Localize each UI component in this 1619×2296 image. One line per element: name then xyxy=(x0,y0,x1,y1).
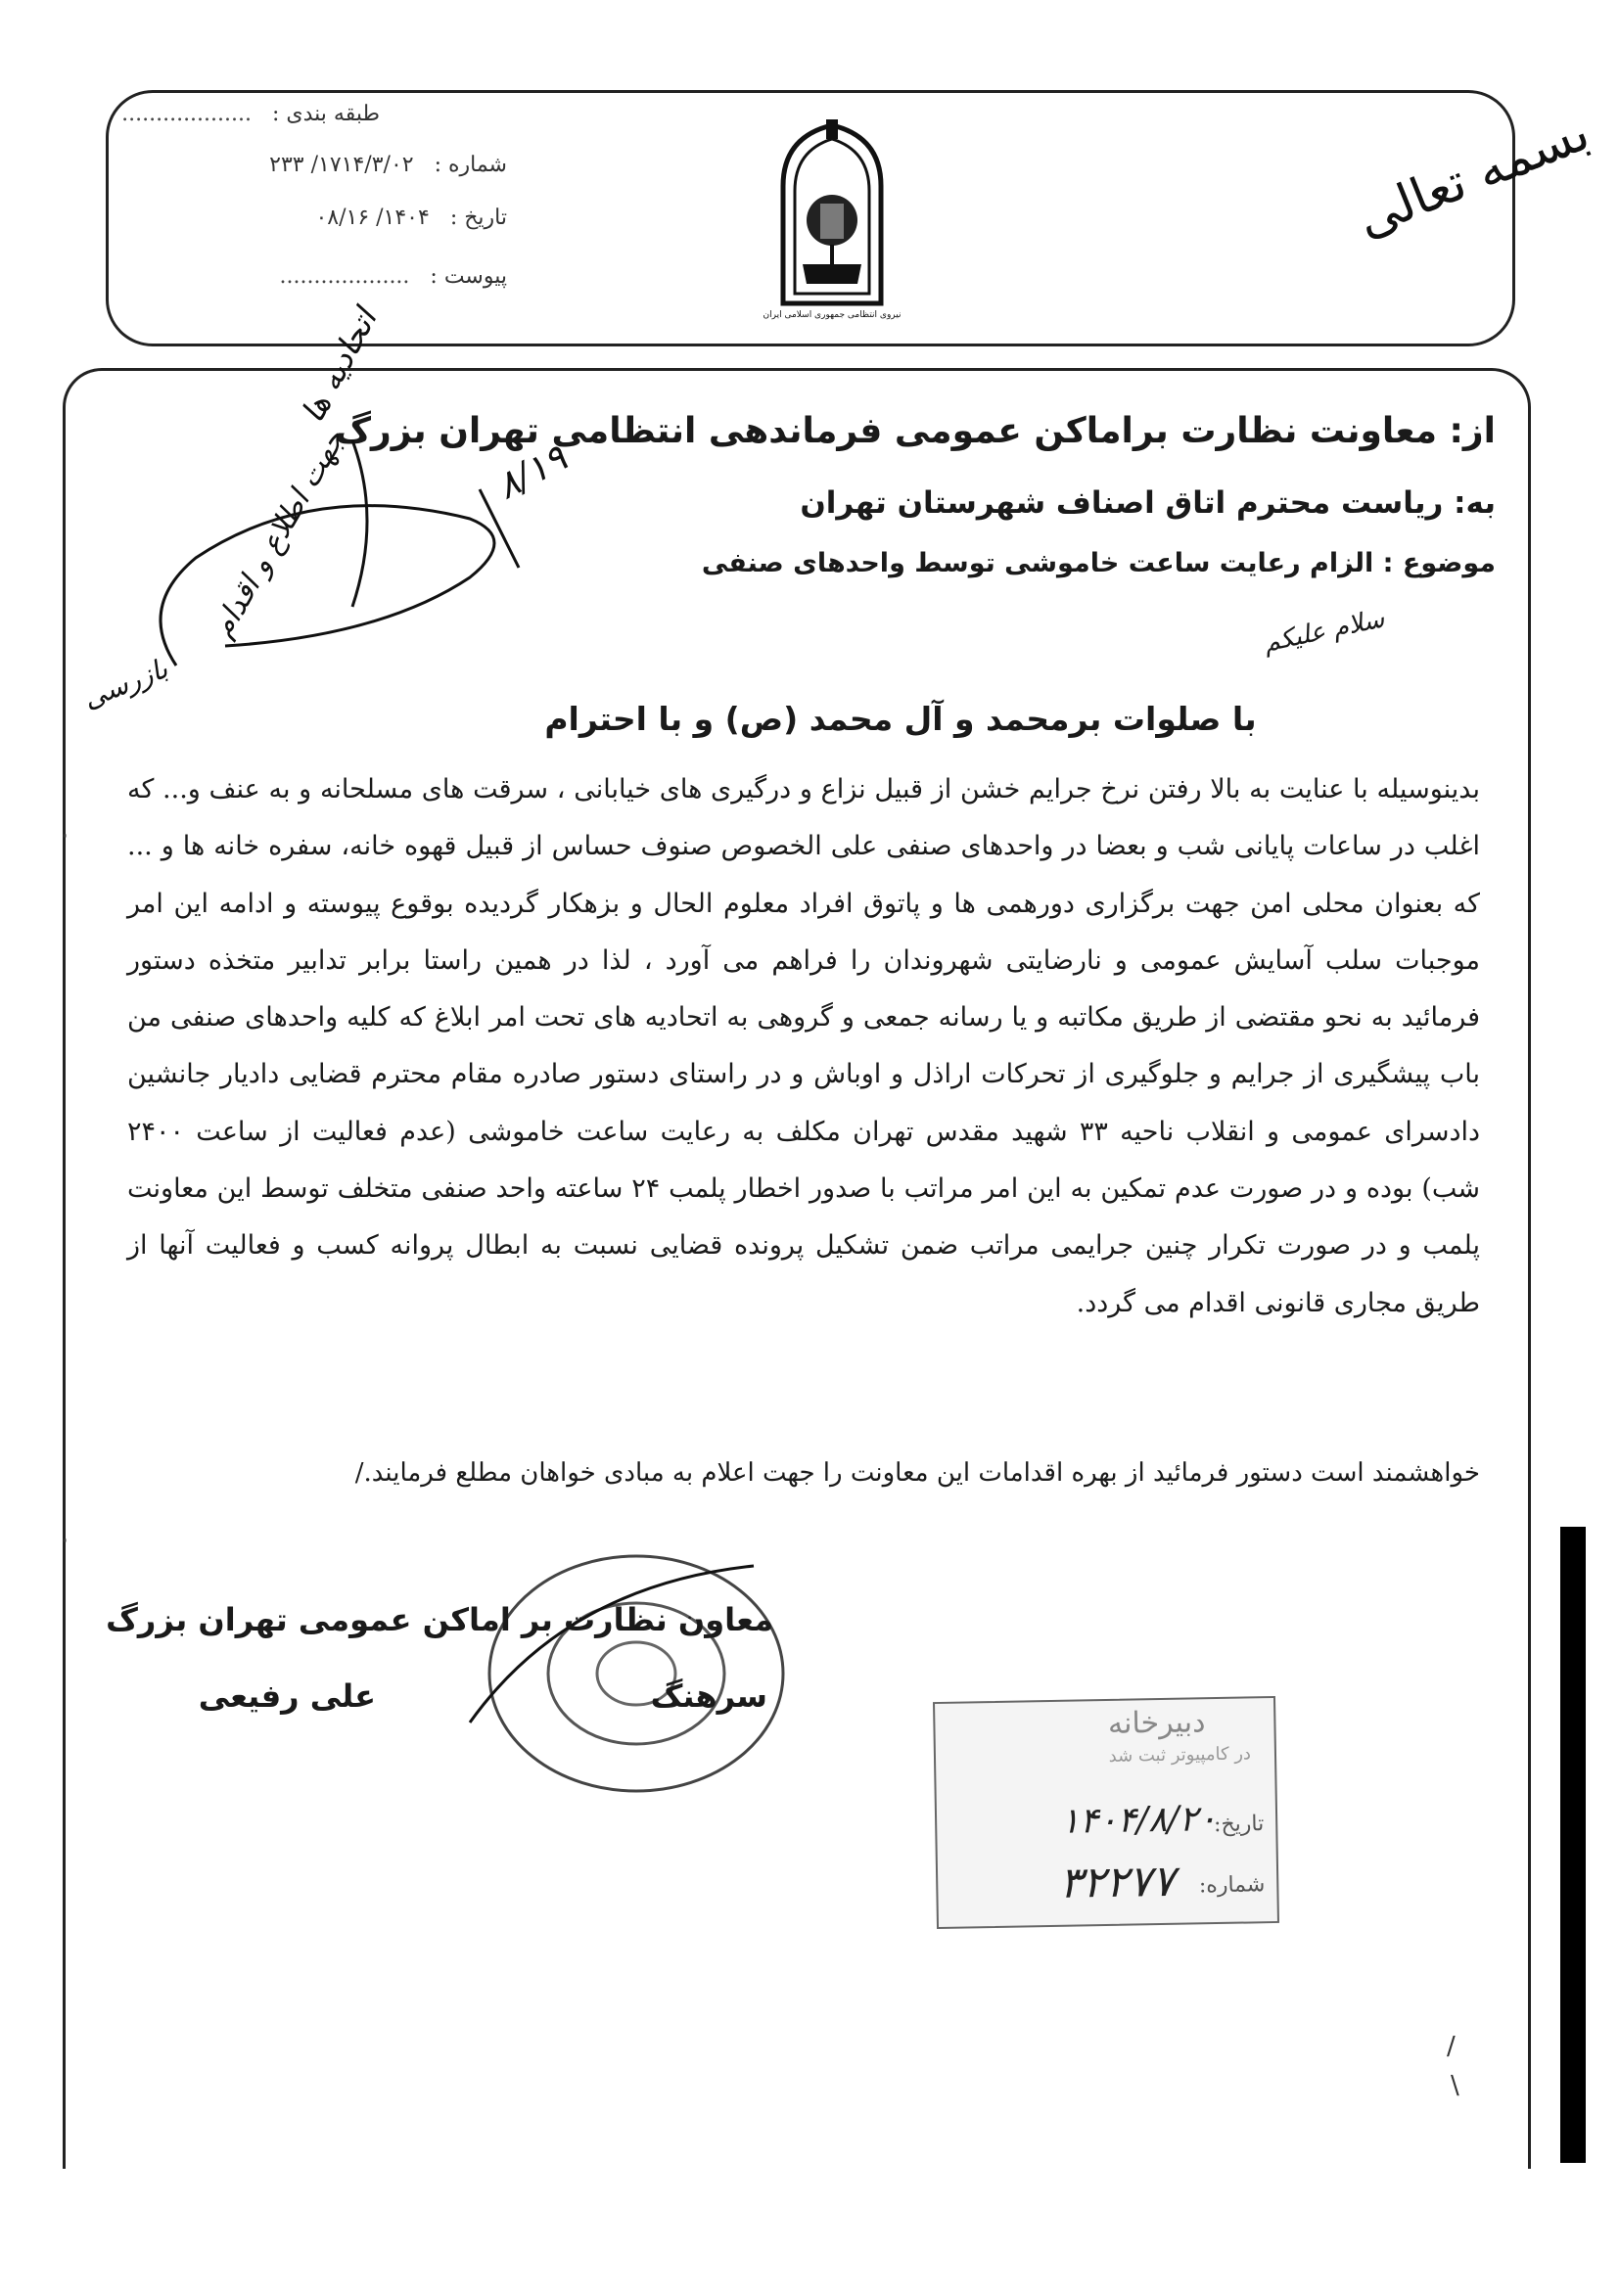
date-row xyxy=(315,206,507,230)
handwritten-note-line3: بازرسی xyxy=(78,652,172,715)
signatory-name: علی رفیعی xyxy=(198,1677,376,1715)
letter-body-paragraph: بدینوسیله با عنایت به بالا رفتن نرخ جرایم خشن از قبیل نزاع و درگیری های خیابانی ، سرقت های مسلحانه و به عنف و... که اغلب در ساعات پایانی شب و بعضا در واحدهای صنفی علی الخصوص صنوف حساس از قبیل قهوه خانه، سفره خانه ها و ... که بعنوان محلی امن جهت برگزاری دورهمی ها و پاتوق افراد معلوم الحال و بزهکار گردیده بوقوع پیوسته و ادامه این امر موجبات سلب آسایش عمومی و نارضایتی شهروندان را فراهم می آورد ، لذا در همین راستا برابر تدابیر متخذه دستور فرمائید به نحو مقتضی از طریق مکاتبه و یا رسانه جمعی و گروهی به اتحادیه های تحت امر ابلاغ که کلیه واحدهای صنفی من باب پیشگیری از جرایم و جلوگیری از تحرکات اراذل و اوباش و در راستای دستور صادره مقام محترم قضایی دادیار جانشین دادسرای عمومی و انقلاب ناحیه ۳۳ شهید مقدس تهران مکلف به رعایت ساعت خاموشی (عدم فعالیت از ساعت ۲۴۰۰ شب) بوده و در صورت عدم تمکین به این امر مراتب با صدور اخطار پلمب ۲۴ ساعته واحد صنفی متخلف توسط این معاونت پلمب و در صورت تکرار چنین جرایمی مراتب ضمن تشکیل پرونده قضایی نسبت به ابطال پروانه کسب و فعالیت آنها از طریق مجاری قانونی اقدام می گردد. xyxy=(127,774,1481,1318)
edge-mark: · xyxy=(61,1527,69,1556)
attachment-row xyxy=(280,264,507,289)
stamp-subtitle: در کامپیوتر ثبت شد xyxy=(1108,1743,1252,1767)
salawat-line: با صلوات برمحمد و آل محمد (ص) و با احترام xyxy=(544,700,1257,738)
date-label: تاریخ : xyxy=(449,206,507,230)
stamp-date-value: ۱۴۰۴/۸/۲۰ xyxy=(1060,1799,1218,1842)
date-value: ۱۴۰۴/ ۰۸/۱۶ xyxy=(315,206,430,230)
closing-line: خواهشمند است دستور فرمائید از بهره اقدامات این معاونت را جهت اعلام به مبادی خواهان مطلع فرمایند./ xyxy=(354,1458,1480,1488)
edge-mark: / xyxy=(1447,2032,1456,2061)
attachment-value: ................... xyxy=(279,264,410,289)
from-line: از: معاونت نظارت براماکن عمومی فرماندهی انتظامی تهران بزرگ xyxy=(335,411,1496,451)
secretariat-stamp xyxy=(933,1696,1279,1929)
number-label: شماره : xyxy=(434,153,507,177)
stamp-number-value: ۳۲۲۷۷ xyxy=(1058,1856,1176,1908)
signatory-rank: سرهنگ xyxy=(650,1677,767,1715)
bismillah-handwriting: بسمه تعالی xyxy=(1348,103,1598,250)
redaction-bar xyxy=(1560,1527,1586,2163)
number-value: ۱۷۱۴/۳/۰۲/ ۲۳۳ xyxy=(269,153,414,177)
stamp-number-label: شماره: xyxy=(1198,1872,1266,1899)
stamp-title: دبیرخانه xyxy=(1107,1705,1206,1741)
to-line: به: ریاست محترم اتاق اصناف شهرستان تهران xyxy=(800,485,1496,521)
handwritten-note-line1: اتحادیه ها xyxy=(294,302,385,429)
handwritten-note-date: ۸/۱۹ xyxy=(489,436,575,508)
attachment-label: پیوست : xyxy=(430,264,507,289)
edge-mark: · xyxy=(61,822,69,851)
subject-line: موضوع : الزام رعایت ساعت خاموشی توسط واحدهای صنفی xyxy=(701,548,1496,578)
greeting-handwriting: سلام علیکم xyxy=(1261,604,1388,659)
signatory-title: معاون نظارت بر اماکن عمومی تهران بزرگ xyxy=(106,1601,773,1638)
emblem-caption: نیروی انتظامی جمهوری اسلامی ایران xyxy=(763,310,901,320)
number-row xyxy=(269,153,507,177)
police-emblem-icon xyxy=(763,117,901,323)
handwritten-marginal-note xyxy=(59,372,607,705)
edge-mark: \ xyxy=(1451,2071,1459,2100)
official-seal-icon xyxy=(431,1527,803,1820)
classification-row xyxy=(121,102,380,126)
classification-label: طبقه بندی : xyxy=(272,102,380,126)
stamp-date-label: تاریخ: xyxy=(1213,1812,1265,1838)
classification-value: ................... xyxy=(121,102,252,126)
handwritten-note-line2: جهت اطلاع و اقدام xyxy=(206,424,352,644)
